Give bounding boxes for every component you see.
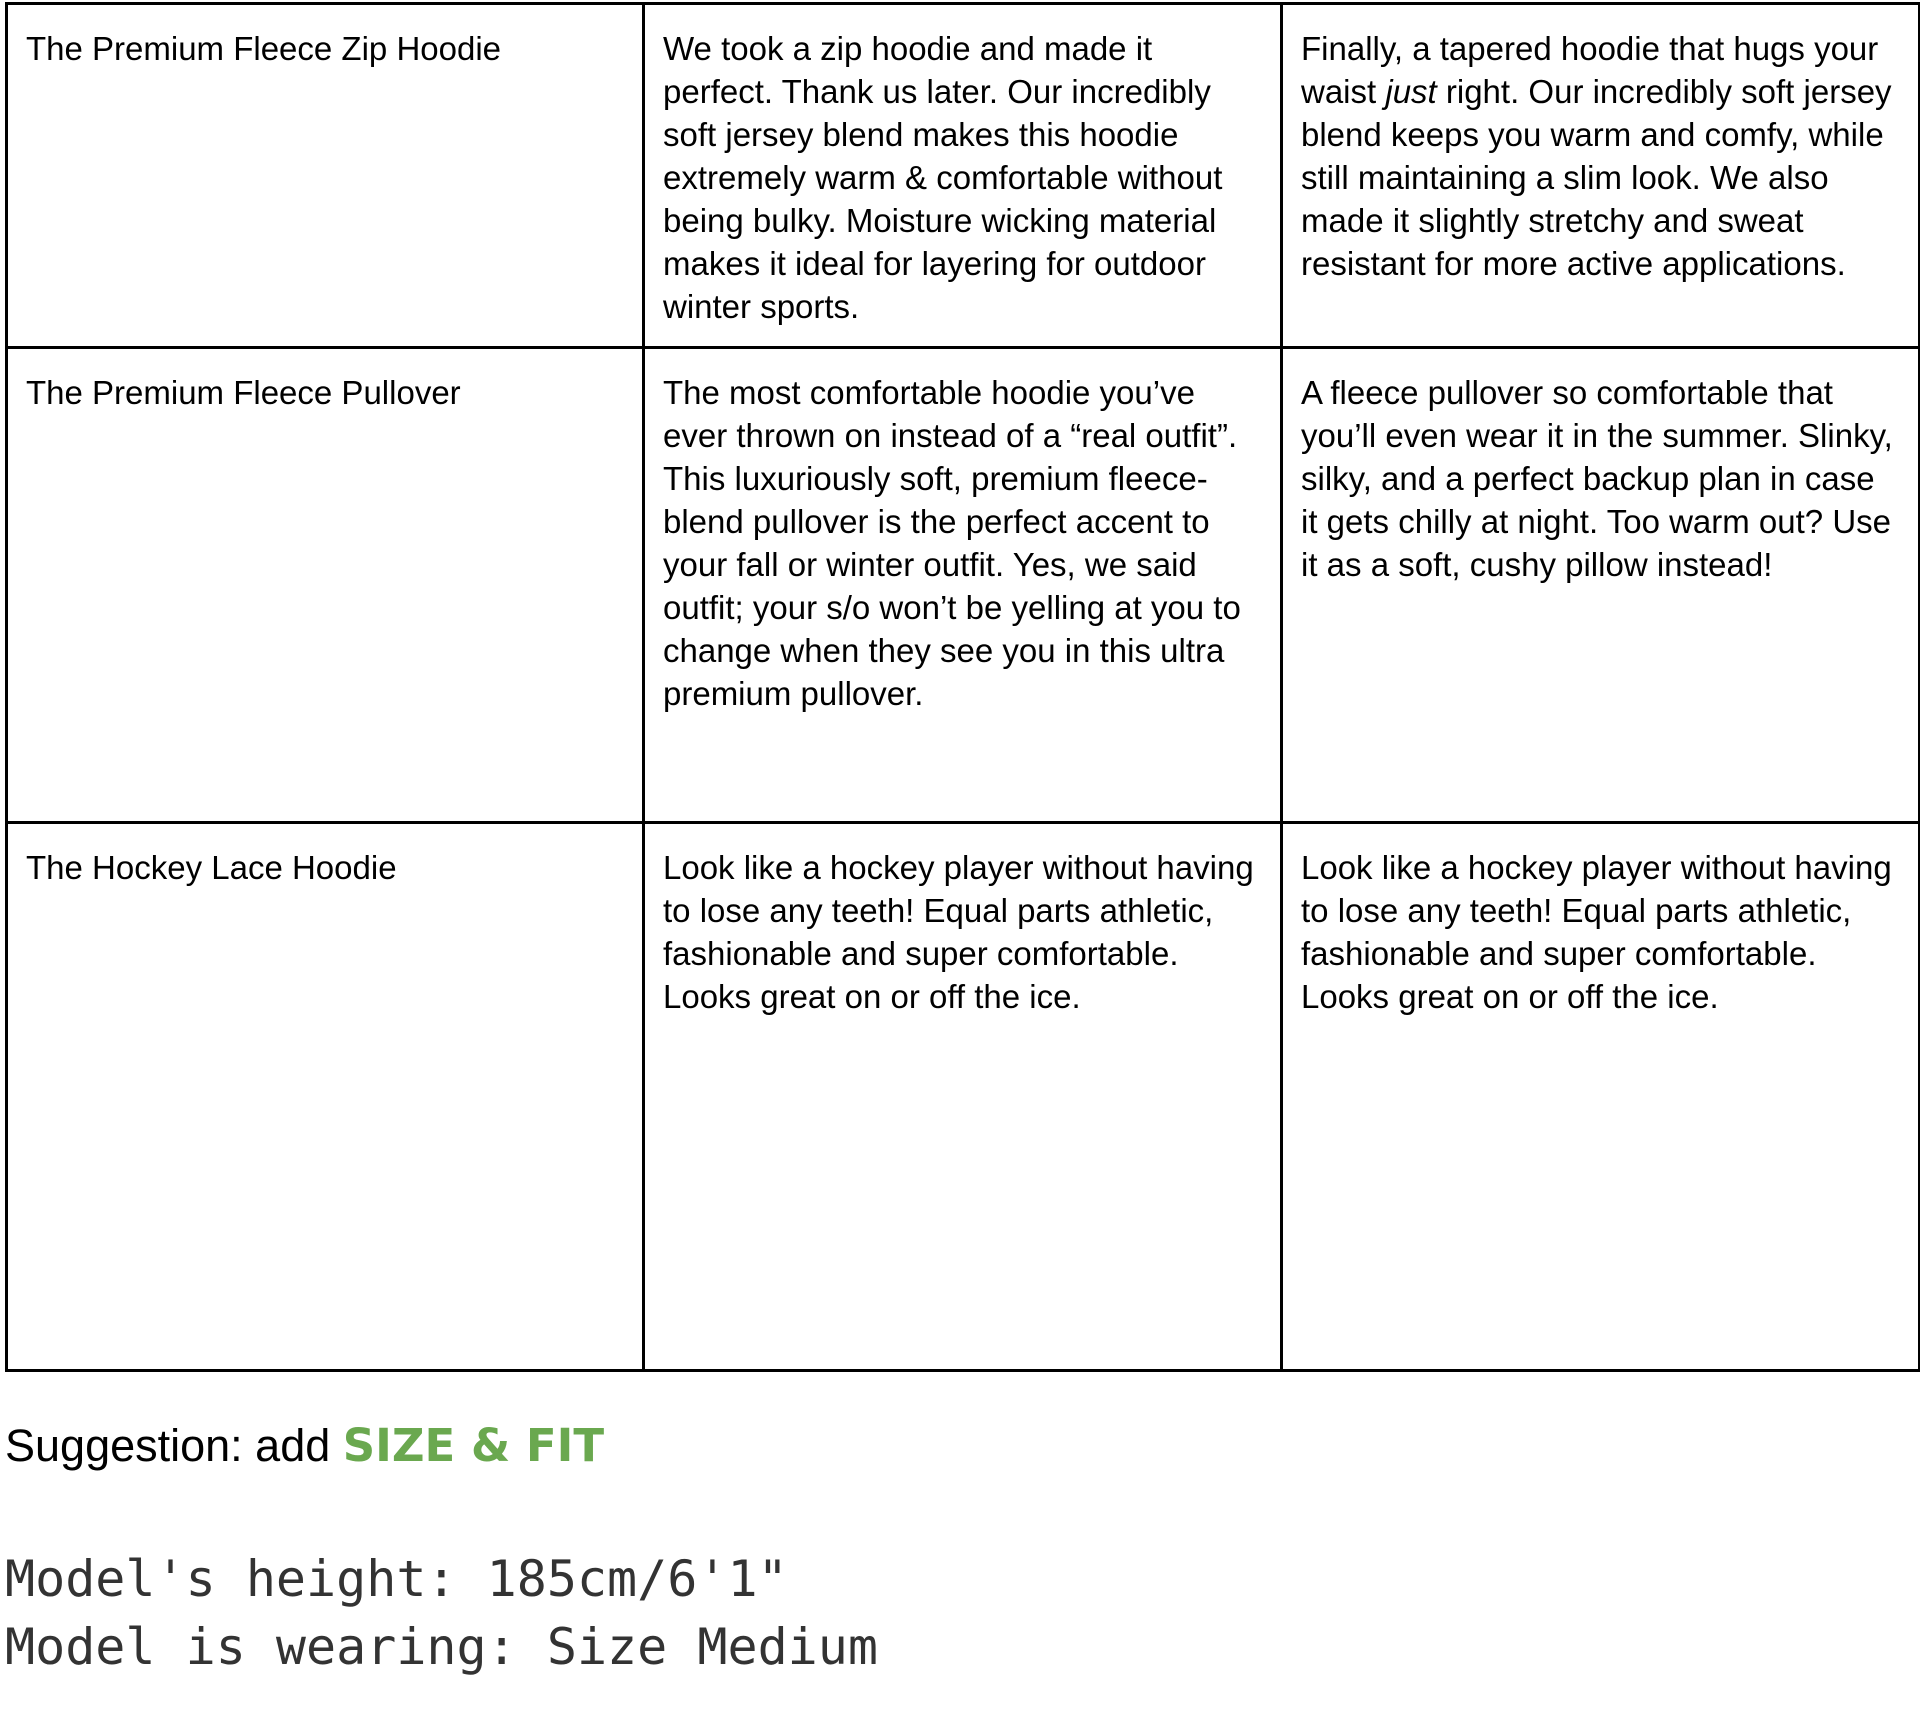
suggestion-prefix: Suggestion: add (5, 1420, 343, 1471)
description-b-part: right. Our incredibly soft jersey blend keeps you warm and comfy, while still maintaining a slim look. We also made it slightly stretchy and sweat resistant for more active applications. (1301, 73, 1892, 282)
description-b: A fleece pullover so comfortable that you’ll even wear it in the summer. Slinky, silky, and a perfect backup plan in case it gets chilly at night. Too warm out? Use it as a soft, cushy pillow instead! (1301, 374, 1893, 583)
product-name-cell (7, 823, 644, 1371)
table-row (7, 823, 1920, 1371)
description-b-cell (1282, 348, 1920, 823)
description-a: We took a zip hoodie and made it perfect. Thank us later. Our incredibly soft jersey blend makes this hoodie extremely warm & comfortable without being bulky. Moisture wicking material makes it ideal for layering for outdoor winter sports. (663, 30, 1223, 325)
description-a-cell (644, 4, 1282, 348)
description-a: Look like a hockey player without having to lose any teeth! Equal parts athletic, fashionable and super comfortable. Looks great on or off the ice. (663, 849, 1254, 1015)
product-name-cell (7, 4, 644, 348)
table-row (7, 348, 1920, 823)
product-name: The Premium Fleece Zip Hoodie (26, 30, 502, 67)
model-info (5, 1545, 878, 1681)
product-name: The Premium Fleece Pullover (26, 374, 461, 411)
description-a-cell (644, 823, 1282, 1371)
emphasis-text: just (1385, 73, 1437, 110)
model-height: Model's height: 185cm/6'1" (5, 1550, 788, 1608)
model-size: Model is wearing: Size Medium (5, 1618, 878, 1676)
size-fit-highlight: SIZE & FIT (342, 1419, 605, 1472)
product-name-cell (7, 348, 644, 823)
description-b-cell (1282, 4, 1920, 348)
description-a: The most comfortable hoodie you’ve ever thrown on instead of a “real outfit”. This luxuriously soft, premium fleece-blend pullover is the perfect accent to your fall or winter outfit. Yes, we said outfit; your s/o won’t be yelling at you to change when they see you in this ultra premium pullover. (663, 374, 1241, 712)
product-description-table (5, 2, 1920, 1372)
description-b-cell (1282, 823, 1920, 1371)
description-a-cell (644, 348, 1282, 823)
table-row (7, 4, 1920, 348)
suggestion-line (5, 1418, 604, 1474)
product-name: The Hockey Lace Hoodie (26, 849, 397, 886)
description-b: Look like a hockey player without having to lose any teeth! Equal parts athletic, fashionable and super comfortable. Looks great on or off the ice. (1301, 849, 1892, 1015)
description-b-part: Finally, a tapered hoodie that hugs your waist (1301, 30, 1879, 110)
